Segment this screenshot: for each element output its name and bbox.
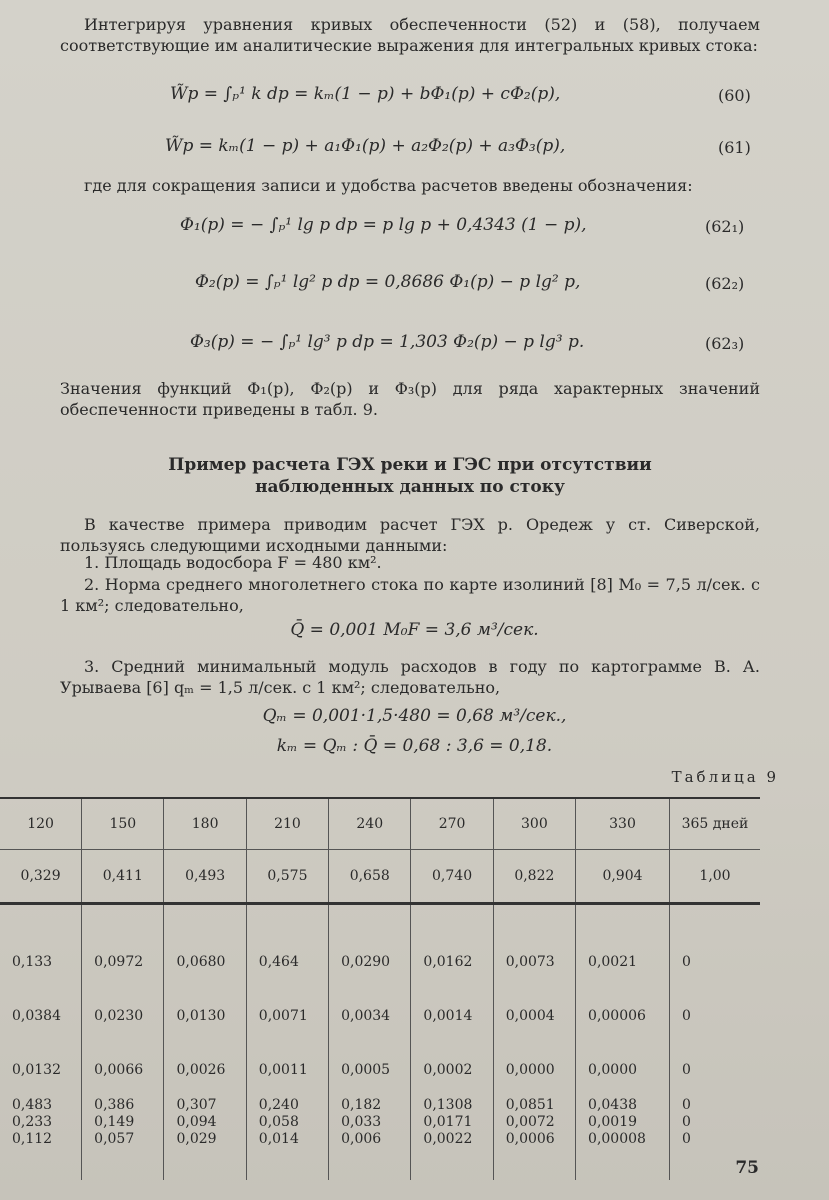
table-cell: 0,0073 (493, 935, 575, 989)
table-cell: 0,0438 (576, 1097, 670, 1114)
equation-62-2: Φ₂(p) = ∫ₚ¹ lg² p dp = 0,8686 Φ₁(p) − p lg² p, (195, 272, 581, 292)
table-cell: 0,658 (329, 850, 411, 904)
table-cell (0, 904, 82, 936)
table-cell: 1,00 (669, 850, 760, 904)
table-cell: 0,058 (246, 1114, 328, 1131)
table-cell: 120 (0, 798, 82, 850)
section-heading-line-1: Пример расчета ГЭХ реки и ГЭС при отсутствии (168, 455, 652, 475)
table-cell: 150 (82, 798, 164, 850)
table-cell: 0,1308 (411, 1097, 493, 1114)
table-cell: 0,0171 (411, 1114, 493, 1131)
table-cell: 0,0072 (493, 1114, 575, 1131)
table-cell: 365 дней (669, 798, 760, 850)
table-cell: 0,0130 (164, 989, 246, 1043)
table-cell: 210 (246, 798, 328, 850)
table-cell: 0,0066 (82, 1043, 164, 1097)
item-2: 2. Норма среднего многолетнего стока по карте изолиний [8] M₀ = 7,5 л/сек. с 1 км²; следовательно, (60, 575, 760, 615)
table-cell: 0,0162 (411, 935, 493, 989)
equation-60-number: (60) (718, 86, 751, 105)
table-cell: 0,493 (164, 850, 246, 904)
table-row (0, 850, 760, 904)
equation-k-m: kₘ = Qₘ : Q̄ = 0,68 : 3,6 = 0,18. (276, 736, 553, 756)
section-heading-line-2: наблюденных данных по стоку (255, 477, 565, 497)
equation-61: W̃p = kₘ(1 − p) + a₁Φ₁(p) + a₂Φ₂(p) + a₃Φ₃(p), (165, 136, 566, 156)
table-cell (82, 904, 164, 936)
table-cell: 300 (493, 798, 575, 850)
table-cell (493, 1148, 575, 1180)
table-cell: 0,033 (329, 1114, 411, 1131)
table-cell: 0,014 (246, 1131, 328, 1148)
table-row (0, 1043, 760, 1097)
table-cell (411, 904, 493, 936)
intro-paragraph: Интегрируя уравнения кривых обеспеченности (52) и (58), получаем соответствующие им аналитические выражения для интегральных кривых стока: (60, 15, 760, 55)
table-cell: 0,029 (164, 1131, 246, 1148)
table-cell: 0,0680 (164, 935, 246, 989)
table-cell: 0,0002 (411, 1043, 493, 1097)
table-cell: 0,0019 (576, 1114, 670, 1131)
table-cell: 0,0005 (329, 1043, 411, 1097)
table-cell: 0,00006 (576, 989, 670, 1043)
table-cell: 0,233 (12, 1114, 53, 1130)
table-cell: 0,0230 (82, 989, 164, 1043)
table-cell: 0,904 (576, 850, 670, 904)
table-cell: 0,0000 (493, 1043, 575, 1097)
table-cell (411, 1148, 493, 1180)
table-row (0, 798, 760, 850)
equation-62-3: Φ₃(p) = − ∫ₚ¹ lg³ p dp = 1,303 Φ₂(p) − p lg³ p. (190, 332, 585, 352)
table-row (0, 1148, 760, 1180)
table-cell: 0 (669, 935, 760, 989)
table-cell: 0,094 (164, 1114, 246, 1131)
equation-62-2-number: (62₂) (705, 274, 745, 293)
table-cell: 0,483 (12, 1097, 53, 1113)
table-cell (576, 904, 670, 936)
table-cell: 0 (669, 1114, 760, 1131)
values-paragraph: Значения функций Φ₁(p), Φ₂(p) и Φ₃(p) для ряда характерных значений обеспеченности приведены в табл. 9. (60, 379, 760, 419)
table-cell: 0,0026 (164, 1043, 246, 1097)
table-9 (0, 797, 760, 1180)
table-cell: 0,149 (82, 1114, 164, 1131)
table-cell (493, 904, 575, 936)
table-cell: 0 (669, 1131, 760, 1148)
equation-q-min: Qₘ = 0,001·1,5·480 = 0,68 м³/сек., (262, 706, 567, 726)
table-cell: 0,0034 (329, 989, 411, 1043)
equation-62-1-number: (62₁) (705, 217, 745, 236)
table-cell: 0,329 (0, 850, 82, 904)
table-cell: 0,006 (329, 1131, 411, 1148)
table-cell: 0,575 (246, 850, 328, 904)
table-cell: 0,0851 (493, 1097, 575, 1114)
table-cell: 0,0021 (576, 935, 670, 989)
table-row (0, 989, 760, 1043)
table-cell: 0,057 (82, 1131, 164, 1148)
equation-61-number: (61) (718, 138, 751, 157)
table-row (0, 935, 760, 989)
table-cell (329, 904, 411, 936)
table-cell: 0,133 (12, 954, 53, 970)
table-cell: 0,307 (164, 1097, 246, 1114)
table-cell: 0 (669, 989, 760, 1043)
table-cell: 0,411 (82, 850, 164, 904)
table-cell (669, 904, 760, 936)
item-1: 1. Площадь водосбора F = 480 км². (84, 553, 382, 572)
notation-paragraph: где для сокращения записи и удобства расчетов введены обозначения: (84, 176, 693, 195)
equation-q-mean: Q̄ = 0,001 M₀F = 3,6 м³/сек. (290, 620, 539, 640)
table-cell: 0 (669, 1043, 760, 1097)
table-cell (0, 1148, 82, 1180)
page-number: 75 (735, 1158, 759, 1178)
table-row (0, 904, 760, 936)
table-caption: Таблица 9 (671, 768, 779, 786)
example-intro-paragraph: В качестве примера приводим расчет ГЭХ р. Оредеж у ст. Сиверской, пользуясь следующими исходными данными: (60, 515, 760, 555)
equation-62-1: Φ₁(p) = − ∫ₚ¹ lg p dp = p lg p + 0,4343 (1 − p), (180, 215, 587, 235)
table-cell: 0,00008 (576, 1131, 670, 1148)
table-cell: 0,0132 (12, 1062, 61, 1078)
table-cell: 0,0384 (12, 1008, 61, 1024)
table-cell: 0,740 (411, 850, 493, 904)
table-cell: 0,0972 (82, 935, 164, 989)
table-cell: 0,0006 (493, 1131, 575, 1148)
table-cell: 0,112 (12, 1131, 53, 1147)
table-cell: 0,182 (329, 1097, 411, 1114)
table-cell (329, 1148, 411, 1180)
table-cell: 240 (329, 798, 411, 850)
table-cell: 330 (576, 798, 670, 850)
table-cell: 0,240 (246, 1097, 328, 1114)
item-3: 3. Средний минимальный модуль расходов в году по картограмме В. А. Урываева [6] qₘ = 1,5 л/сек. с 1 км²; следовательно, (60, 657, 760, 697)
table-cell: 180 (164, 798, 246, 850)
equation-60: W̃p = ∫ₚ¹ k dp = kₘ(1 − p) + bΦ₁(p) + cΦ₂(p), (170, 84, 561, 104)
table-cell: 270 (411, 798, 493, 850)
table-row (0, 1097, 760, 1114)
table-cell: 0,0290 (329, 935, 411, 989)
table-cell: 0,0014 (411, 989, 493, 1043)
table-cell (576, 1148, 670, 1180)
table-cell (164, 1148, 246, 1180)
table-cell: 0 (669, 1097, 760, 1114)
table-cell: 0,386 (82, 1097, 164, 1114)
equation-62-3-number: (62₃) (705, 334, 745, 353)
table-cell: 0,822 (493, 850, 575, 904)
table-cell (164, 904, 246, 936)
table-cell: 0,0022 (411, 1131, 493, 1148)
table-cell: 0,0011 (246, 1043, 328, 1097)
table-cell: 0,0004 (493, 989, 575, 1043)
table-cell: 0,0000 (576, 1043, 670, 1097)
table-row (0, 1131, 760, 1148)
table-row (0, 1114, 760, 1131)
table-cell: 0,0071 (246, 989, 328, 1043)
table-cell (246, 1148, 328, 1180)
table-cell: 0,464 (246, 935, 328, 989)
table-cell (246, 904, 328, 936)
table-cell (82, 1148, 164, 1180)
